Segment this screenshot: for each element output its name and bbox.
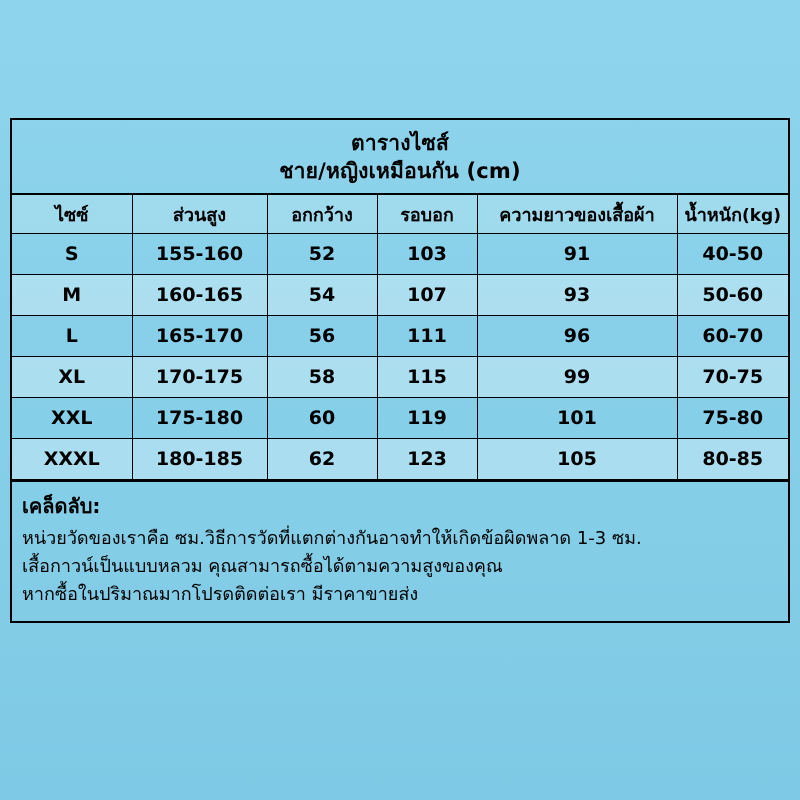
header-bust: รอบอก bbox=[377, 195, 477, 233]
cell-height: 175-180 bbox=[132, 397, 267, 438]
notes-line-2: เสื้อกาวน์เป็นแบบหลวม คุณสามารถซื้อได้ตามความสูงของคุณ bbox=[22, 555, 503, 577]
cell-size: XXXL bbox=[12, 438, 132, 479]
table-row bbox=[12, 315, 788, 356]
cell-size: M bbox=[12, 274, 132, 315]
cell-size: S bbox=[12, 233, 132, 274]
cell-weight: 50-60 bbox=[677, 274, 788, 315]
cell-chest-width: 56 bbox=[267, 315, 377, 356]
cell-chest-width: 60 bbox=[267, 397, 377, 438]
cell-chest-width: 62 bbox=[267, 438, 377, 479]
header-weight bbox=[677, 195, 788, 233]
cell-weight: 60-70 bbox=[677, 315, 788, 356]
cell-height: 155-160 bbox=[132, 233, 267, 274]
cell-size: XXL bbox=[12, 397, 132, 438]
cell-height: 180-185 bbox=[132, 438, 267, 479]
table-row bbox=[12, 274, 788, 315]
cell-height: 165-170 bbox=[132, 315, 267, 356]
chart-title-line-1: ตารางไซส์ bbox=[351, 131, 449, 155]
header-weight-label: น้ำหนัก bbox=[684, 204, 742, 226]
cell-clothing-length: 91 bbox=[477, 233, 677, 274]
cell-clothing-length: 93 bbox=[477, 274, 677, 315]
header-size: ไซซ์ bbox=[12, 195, 132, 233]
size-table bbox=[12, 195, 788, 480]
cell-weight: 40-50 bbox=[677, 233, 788, 274]
chart-title bbox=[12, 120, 788, 195]
table-header-row bbox=[12, 195, 788, 233]
cell-bust: 115 bbox=[377, 356, 477, 397]
cell-chest-width: 52 bbox=[267, 233, 377, 274]
header-chest-width: อกกว้าง bbox=[267, 195, 377, 233]
header-weight-unit: (kg) bbox=[741, 205, 781, 226]
table-row bbox=[12, 233, 788, 274]
cell-weight: 80-85 bbox=[677, 438, 788, 479]
cell-bust: 111 bbox=[377, 315, 477, 356]
cell-weight: 75-80 bbox=[677, 397, 788, 438]
table-row bbox=[12, 397, 788, 438]
cell-weight: 70-75 bbox=[677, 356, 788, 397]
cell-bust: 103 bbox=[377, 233, 477, 274]
cell-chest-width: 54 bbox=[267, 274, 377, 315]
cell-chest-width: 58 bbox=[267, 356, 377, 397]
cell-clothing-length: 99 bbox=[477, 356, 677, 397]
header-height: ส่วนสูง bbox=[132, 195, 267, 233]
cell-clothing-length: 101 bbox=[477, 397, 677, 438]
cell-height: 170-175 bbox=[132, 356, 267, 397]
header-clothing-length: ความยาวของเสื้อผ้า bbox=[477, 195, 677, 233]
cell-bust: 107 bbox=[377, 274, 477, 315]
cell-size: XL bbox=[12, 356, 132, 397]
table-row bbox=[12, 356, 788, 397]
size-chart-card bbox=[10, 118, 790, 623]
notes-line-1: หน่วยวัดของเราคือ ซม.วิธีการวัดที่แตกต่างกันอาจทำให้เกิดข้อผิดพลาด 1-3 ซม. bbox=[22, 527, 642, 549]
notes-section bbox=[12, 480, 788, 621]
cell-bust: 119 bbox=[377, 397, 477, 438]
notes-line-3: หากซื้อในปริมาณมากโปรดติดต่อเรา มีราคาขายส่ง bbox=[22, 583, 419, 605]
notes-title: เคล็ดลับ: bbox=[22, 493, 101, 518]
cell-clothing-length: 105 bbox=[477, 438, 677, 479]
table-row bbox=[12, 438, 788, 479]
cell-clothing-length: 96 bbox=[477, 315, 677, 356]
cell-height: 160-165 bbox=[132, 274, 267, 315]
chart-title-line-2: ชาย/หญิงเหมือนกัน (cm) bbox=[279, 158, 521, 183]
cell-bust: 123 bbox=[377, 438, 477, 479]
cell-size: L bbox=[12, 315, 132, 356]
